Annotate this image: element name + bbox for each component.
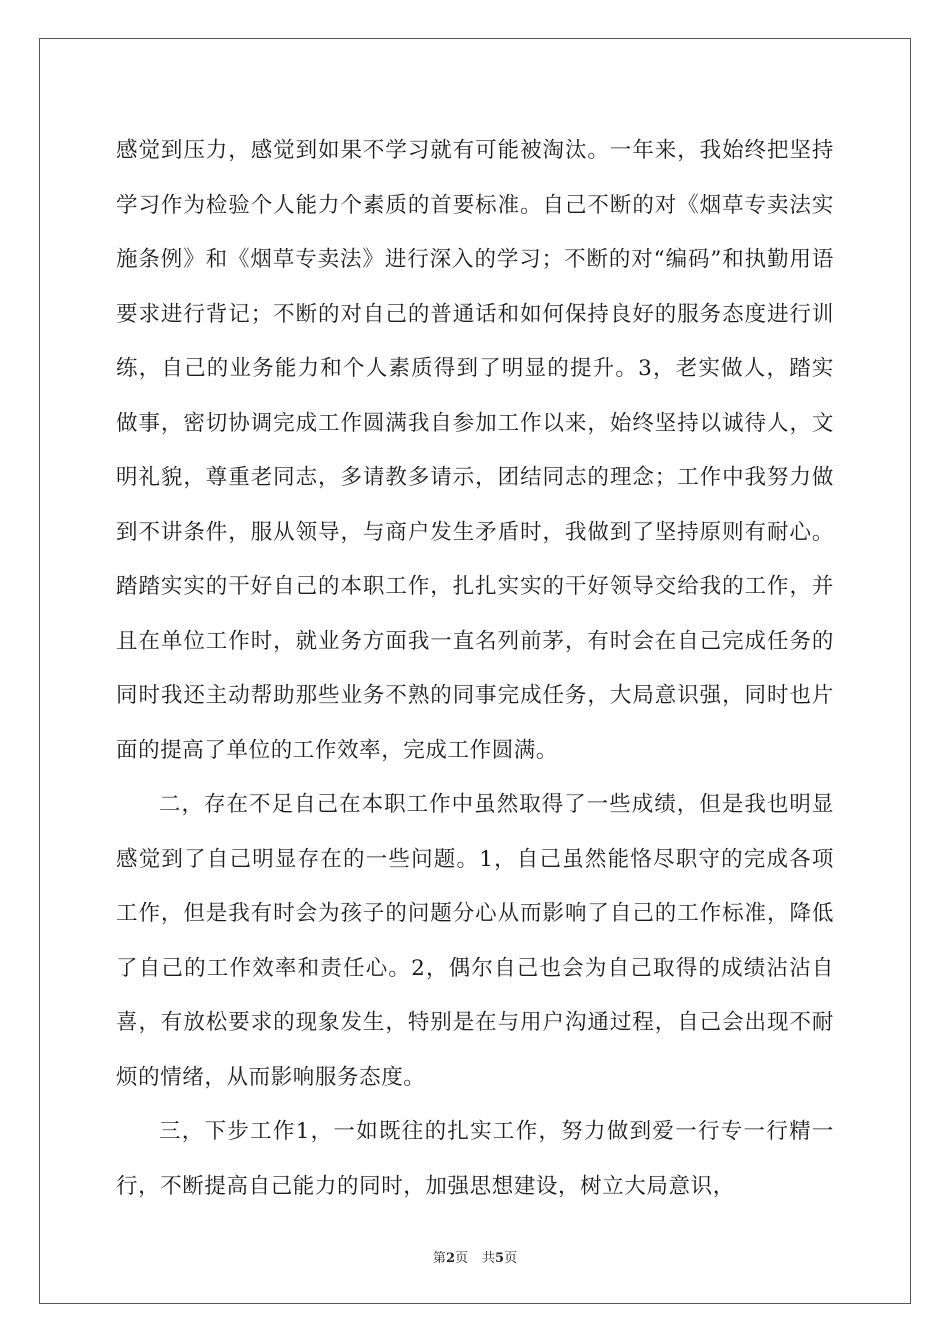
page-footer — [0, 1247, 950, 1266]
current-page-number: 2 — [445, 1251, 455, 1266]
page-suffix: 页 — [454, 1251, 468, 1266]
page-prefix: 第 — [432, 1251, 446, 1266]
paragraph-2: 二，存在不足自己在本职工作中虽然取得了一些成绩，但是我也明显感觉到了自己明显存在的一些问题。1，自己虽然能恪尽职守的完成各项工作，但是我有时会为孩子的问题分心从而影响了自己的工作标准，降低了自己的工作效率和责任心。2，偶尔自己也会为自己取得的成绩沾沾自喜，有放松要求的现象发生，特别是在与用户沟通过程，自己会出现不耐烦的情绪，从而影响服务态度。 — [116, 792, 834, 1090]
document-body — [116, 124, 834, 1214]
paragraph-3: 三，下步工作1，一如既往的扎实工作，努力做到爱一行专一行精一行，不断提高自己能力的同时，加强思想建设，树立大局意识， — [116, 1119, 834, 1199]
paragraph-1: 感觉到压力，感觉到如果不学习就有可能被淘汰。一年来，我始终把坚持学习作为检验个人能力个素质的首要标准。自己不断的对《烟草专卖法实施条例》和《烟草专卖法》进行深入的学习；不断的对“编码”和执勤用语要求进行背记；不断的对自己的普通话和如何保持良好的服务态度进行训练，自己的业务能力和个人素质得到了明显的提升。3，老实做人，踏实做事，密切协调完成工作圆满我自参加工作以来，始终坚持以诚待人，文明礼貌，尊重老同志，多请教多请示，团结同志的理念；工作中我努力做到不讲条件，服从领导，与商户发生矛盾时，我做到了坚持原则有耐心。踏踏实实的干好自己的本职工作，扎扎实实的干好领导交给我的工作，并且在单位工作时，就业务方面我一直名列前茅，有时会在自己完成任务的同时我还主动帮助那些业务不熟的同事完成任务，大局意识强，同时也片面的提高了单位的工作效率，完成工作圆满。 — [116, 138, 834, 763]
total-pages-number: 5 — [495, 1251, 505, 1266]
total-prefix: 共 — [482, 1251, 496, 1266]
total-suffix: 页 — [504, 1251, 518, 1266]
